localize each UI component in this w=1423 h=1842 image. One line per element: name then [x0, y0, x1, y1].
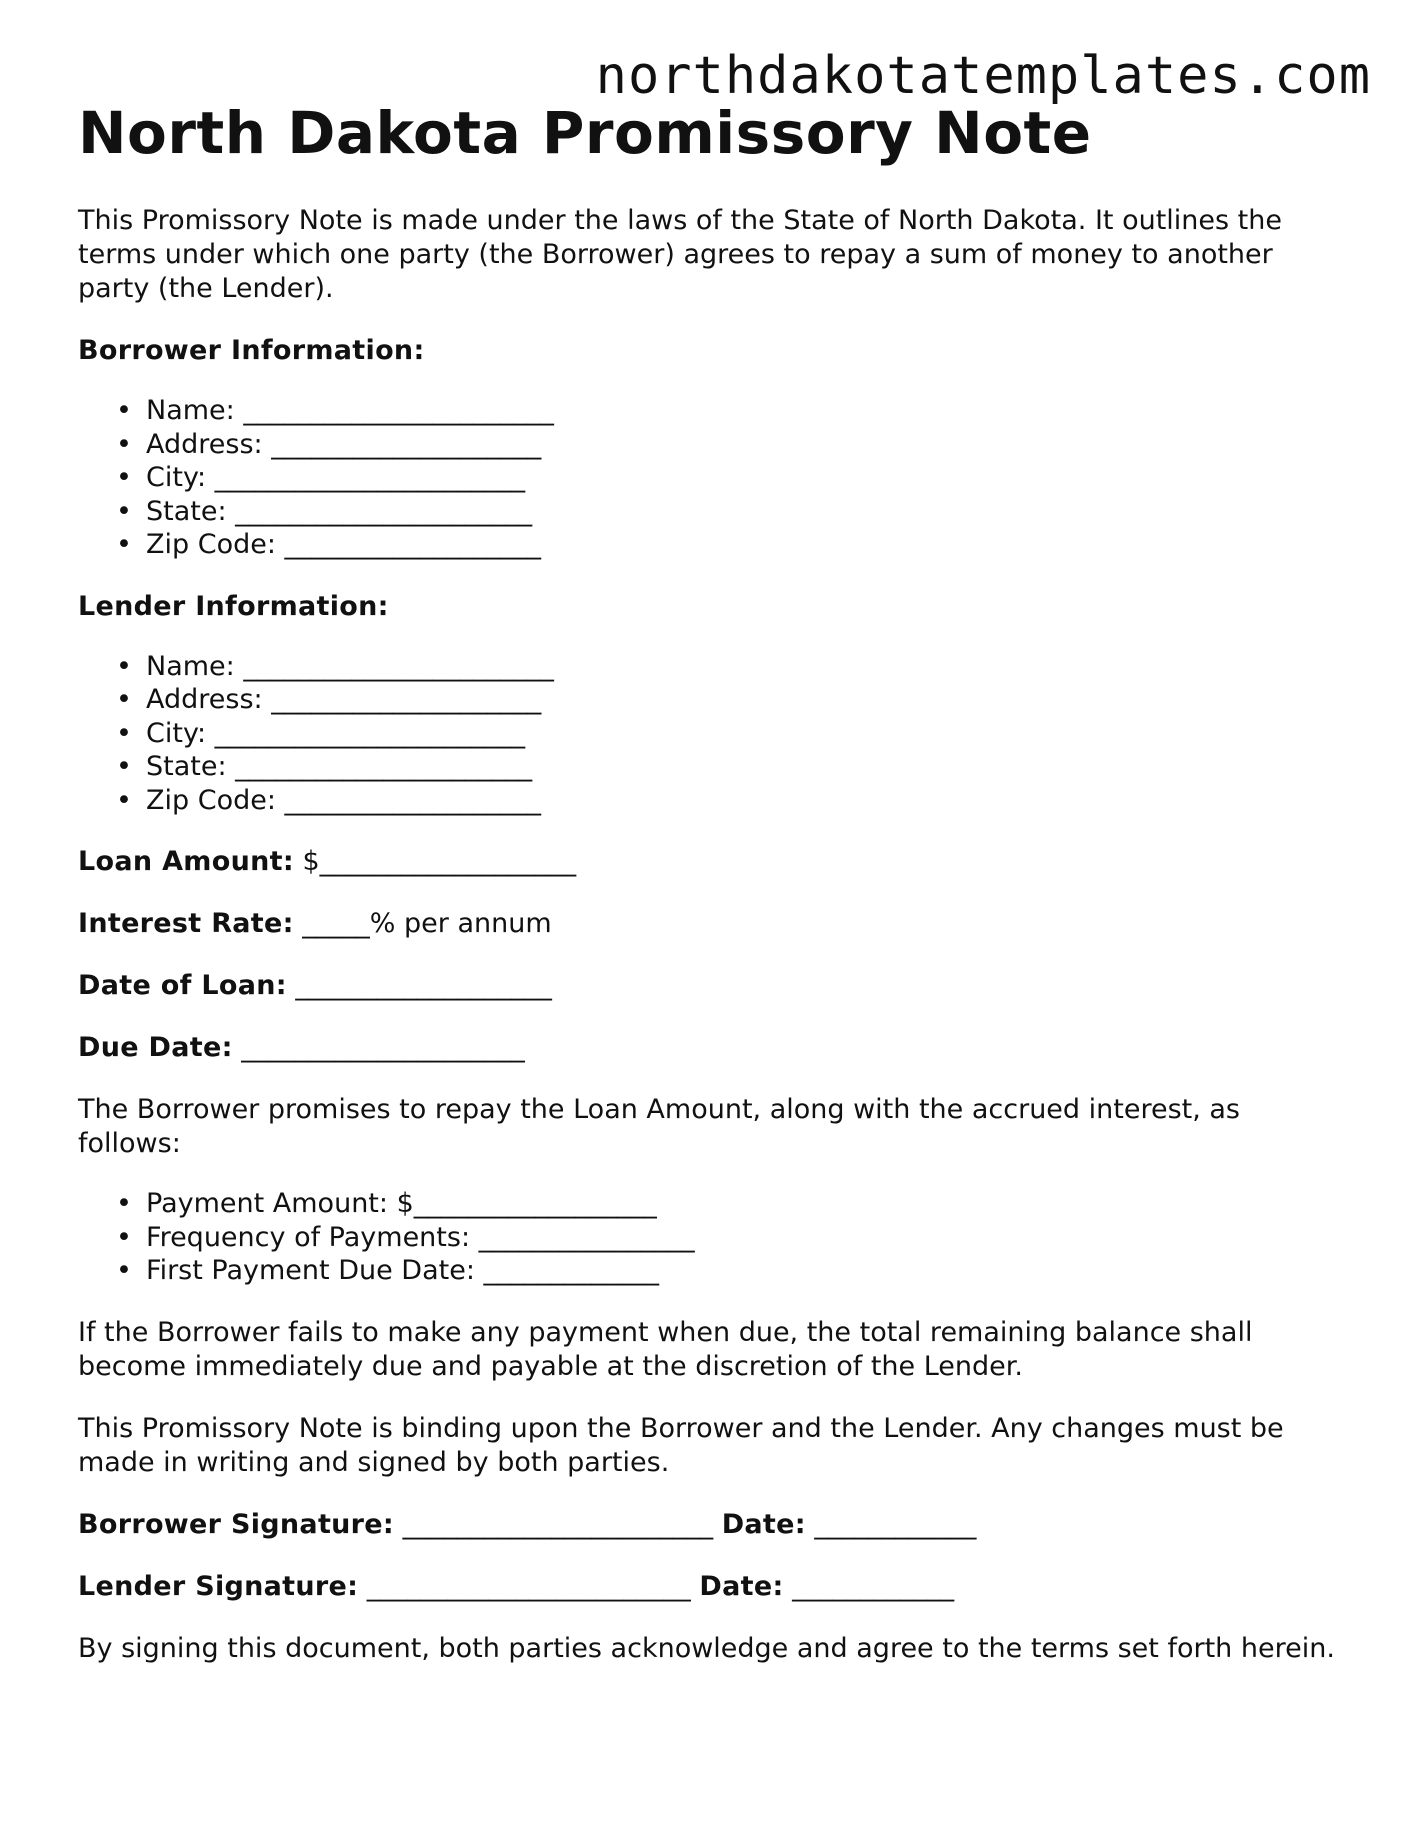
due-date-value: _____________________ — [232, 1032, 525, 1063]
interest-rate-value: _____% per annum — [293, 908, 552, 939]
borrower-signature-date-label: Date: — [721, 1508, 806, 1540]
site-watermark: northdakotatemplates.com — [595, 46, 1371, 106]
interest-rate-label: Interest Rate: — [78, 908, 294, 939]
page-title: North Dakota Promissory Note — [78, 99, 1092, 167]
bullet-icon: • — [116, 751, 132, 782]
document-page — [78, 98, 1348, 1666]
interest-rate-field[interactable] — [78, 907, 1348, 941]
lender-signature-line: ________________________ — [358, 1570, 700, 1602]
bullet-icon: • — [116, 495, 132, 527]
default-clause-paragraph: If the Borrower fails to make any payment when due, the total remaining balance shall become immediately due and payable at the discretion of the Lender. — [78, 1316, 1253, 1382]
due-date-label: Due Date: — [78, 1032, 233, 1063]
lender-info-list — [78, 650, 1348, 818]
lender-signature-date-line: ____________ — [783, 1570, 955, 1602]
repay-intro-paragraph: The Borrower promises to repay the Loan Amount, along with the accrued interest, as follows: — [78, 1094, 1241, 1159]
lender-address-field[interactable]: • Address: ____________________ — [116, 684, 542, 715]
bullet-icon: • — [116, 684, 132, 715]
bullet-icon: • — [116, 395, 132, 426]
bullet-icon: • — [116, 1255, 132, 1286]
lender-signature-date-label: Date: — [699, 1570, 784, 1602]
borrower-signature-line: _______________________ — [394, 1508, 722, 1540]
borrower-zip-field[interactable]: • Zip Code: ___________________ — [116, 529, 542, 560]
first-payment-date-field[interactable]: • First Payment Due Date: _____________ — [116, 1255, 659, 1286]
lender-state-field[interactable]: • State: ______________________ — [116, 751, 533, 782]
bullet-icon: • — [116, 650, 132, 682]
borrower-state-field[interactable]: • State: ______________________ — [116, 495, 533, 527]
bullet-icon: • — [116, 1188, 132, 1219]
lender-signature-label: Lender Signature: — [78, 1570, 359, 1602]
borrower-city-field[interactable]: • City: _______________________ — [116, 462, 526, 493]
lender-city-field[interactable]: • City: _______________________ — [116, 717, 526, 749]
lender-zip-field[interactable]: • Zip Code: ___________________ — [116, 784, 542, 816]
date-of-loan-value: ___________________ — [286, 970, 552, 1001]
borrower-signature-row[interactable] — [78, 1508, 1348, 1542]
date-of-loan-label: Date of Loan: — [78, 970, 287, 1001]
lender-name-field[interactable]: • Name: _______________________ — [116, 650, 554, 682]
payment-amount-field[interactable]: • Payment Amount: $__________________ — [116, 1188, 657, 1219]
borrower-info-list — [78, 394, 1348, 562]
bullet-icon: • — [116, 784, 132, 816]
due-date-field[interactable] — [78, 1031, 1348, 1065]
borrower-signature-label: Borrower Signature: — [78, 1508, 395, 1540]
loan-amount-value: $___________________ — [293, 846, 577, 877]
payment-frequency-field[interactable]: • Frequency of Payments: ________________ — [116, 1221, 695, 1253]
loan-amount-label: Loan Amount: — [78, 846, 294, 877]
payment-terms-list — [78, 1187, 1348, 1288]
borrower-name-field[interactable]: • Name: _______________________ — [116, 395, 554, 426]
borrower-signature-date-line: ____________ — [805, 1508, 977, 1540]
intro-paragraph: This Promissory Note is made under the laws of the State of North Dakota. It outlines the terms under which one party (the Borrower) agrees to repay a sum of money to another party (the Lender). — [78, 205, 1282, 304]
borrower-heading: Borrower Information: — [78, 335, 425, 366]
loan-amount-field[interactable] — [78, 845, 1348, 879]
binding-clause-paragraph: This Promissory Note is binding upon the Borrower and the Lender. Any changes must be made in writing and signed by both parties. — [78, 1412, 1284, 1478]
bullet-icon: • — [116, 717, 132, 749]
bullet-icon: • — [116, 462, 132, 493]
bullet-icon: • — [116, 428, 132, 460]
bullet-icon: • — [116, 1221, 132, 1253]
date-of-loan-field[interactable] — [78, 969, 1348, 1003]
borrower-address-field[interactable]: • Address: ____________________ — [116, 428, 542, 460]
lender-signature-row[interactable] — [78, 1570, 1348, 1604]
bullet-icon: • — [116, 529, 132, 560]
lender-heading: Lender Information: — [78, 590, 389, 622]
closing-paragraph: By signing this document, both parties acknowledge and agree to the terms set forth herein. — [78, 1632, 1335, 1664]
